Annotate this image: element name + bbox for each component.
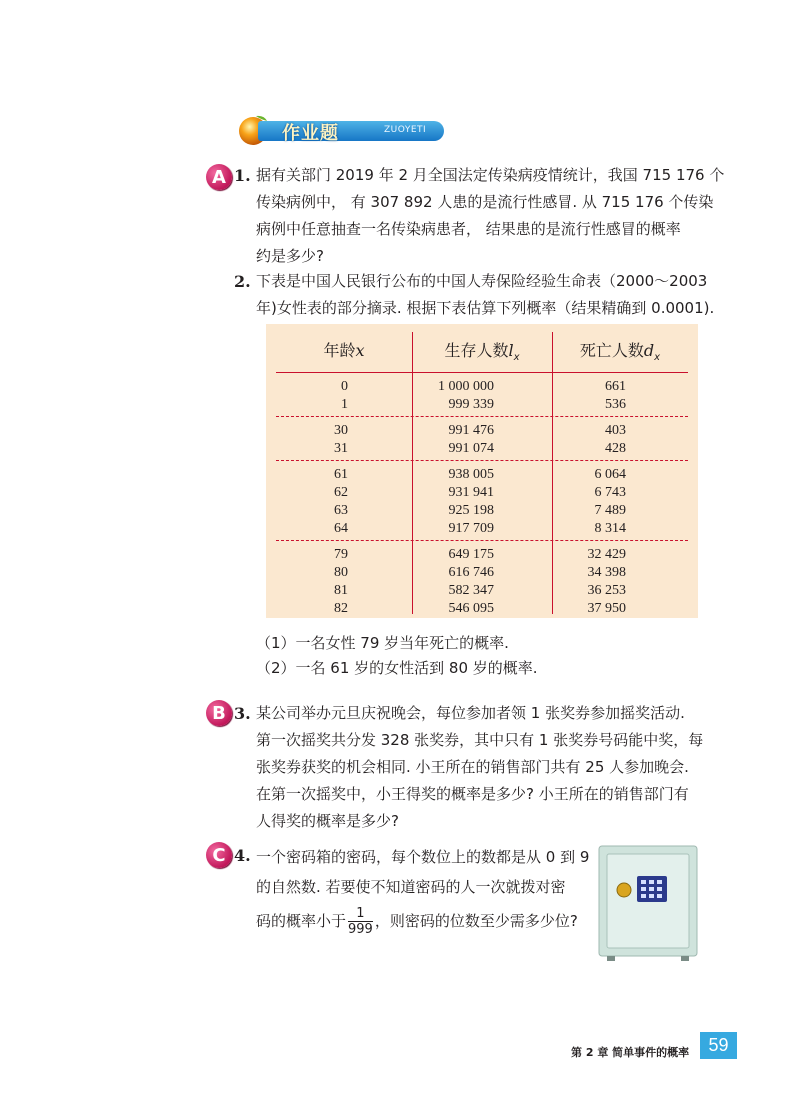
q2-line: 年)女性表的部分摘录. 根据下表估算下列概率（结果精确到 0.0001). — [256, 299, 715, 317]
q1-number: 1. — [234, 166, 251, 185]
cell-dead: 8 314 — [594, 521, 626, 536]
cell-dead: 37 950 — [587, 601, 626, 616]
cell-dead: 6 743 — [594, 485, 626, 500]
column-divider — [412, 332, 413, 614]
group-divider — [276, 416, 688, 417]
cell-age: 79 — [334, 547, 348, 562]
cell-alive: 991 074 — [448, 441, 494, 456]
chapter-footer: 第 2 章 简单事件的概率 — [571, 1046, 690, 1059]
q1-line: 病例中任意抽查一名传染病患者， 结果患的是流行性感冒的概率 — [256, 220, 681, 238]
q4-line: 的自然数. 若要使不知道密码的人一次就拨对密 — [256, 878, 566, 896]
q3-line: 在第一次摇奖中，小王得奖的概率是多少? 小王所在的销售部门有 — [256, 785, 689, 803]
q3-line: 人得奖的概率是多少? — [256, 812, 399, 830]
cell-alive: 991 476 — [448, 423, 494, 438]
page-number: 59 — [700, 1032, 737, 1059]
cell-alive: 582 347 — [448, 583, 494, 598]
safe-illustration — [597, 844, 699, 964]
column-divider — [552, 332, 553, 614]
header-dead: 死亡人数$d_x$ — [579, 341, 661, 364]
life-table — [266, 324, 698, 618]
q1-line: 传染病例中， 有 307 892 人患的是流行性感冒. 从 715 176 个传染 — [256, 193, 714, 211]
banner-title: 作业题 — [282, 123, 339, 144]
cell-age: 63 — [334, 503, 348, 518]
q1-line: 据有关部门 2019 年 2 月全国法定传染病疫情统计，我国 715 176 个 — [256, 166, 725, 184]
level-c-badge: C — [206, 842, 232, 868]
cell-alive: 931 941 — [448, 485, 494, 500]
cell-dead: 6 064 — [594, 467, 626, 482]
q2-subquestion-1: （1）一名女性 79 岁当年死亡的概率. — [256, 634, 509, 652]
cell-alive: 999 339 — [448, 397, 494, 412]
cell-age: 82 — [334, 601, 348, 616]
q4-text — [256, 842, 589, 937]
cell-age: 61 — [334, 467, 348, 482]
q4-line: 码的概率小于 $\frac{1}{999}$ ，则密码的位数至少需多少位? — [256, 906, 578, 937]
cell-alive: 649 175 — [448, 547, 494, 562]
cell-dead: 32 429 — [587, 547, 626, 562]
q3-line: 第一次摇奖共分发 328 张奖券，其中只有 1 张奖券号码能中奖，每 — [256, 731, 704, 749]
cell-alive: 925 198 — [448, 503, 494, 518]
cell-age: 62 — [334, 485, 348, 500]
cell-dead: 428 — [605, 441, 626, 456]
level-a-badge: A — [206, 164, 232, 190]
level-b-badge: B — [206, 700, 232, 726]
cell-dead: 536 — [605, 397, 626, 412]
cell-dead: 403 — [605, 423, 626, 438]
header-divider — [276, 372, 688, 373]
q3-line: 张奖券获奖的机会相同. 小王所在的销售部门共有 25 人参加晚会. — [256, 758, 689, 776]
q4-line: 一个密码箱的密码，每个数位上的数都是从 0 到 9 — [256, 848, 590, 866]
cell-alive: 1 000 000 — [438, 379, 494, 394]
q3-text — [256, 700, 703, 835]
q3-line: 某公司举办元旦庆祝晚会，每位参加者领 1 张奖券参加摇奖活动. — [256, 704, 685, 722]
cell-age: 0 — [341, 379, 348, 394]
q2-text — [256, 268, 714, 322]
cell-age: 81 — [334, 583, 348, 598]
cell-dead: 661 — [605, 379, 626, 394]
fraction: $\frac{1}{999}$ — [348, 906, 373, 937]
q2-number: 2. — [234, 272, 251, 291]
banner-subtitle: ZUOYETI — [384, 125, 427, 135]
cell-age: 80 — [334, 565, 348, 580]
cell-dead: 34 398 — [587, 565, 626, 580]
section-banner — [236, 113, 444, 147]
q4-number: 4. — [234, 846, 251, 865]
cell-alive: 546 095 — [448, 601, 494, 616]
cell-age: 1 — [341, 397, 348, 412]
cell-dead: 36 253 — [587, 583, 626, 598]
cell-alive: 938 005 — [448, 467, 494, 482]
group-divider — [276, 460, 688, 461]
q2-subquestion-2: （2）一名 61 岁的女性活到 80 岁的概率. — [256, 659, 538, 677]
cell-alive: 616 746 — [448, 565, 494, 580]
cell-age: 31 — [334, 441, 348, 456]
q1-text — [256, 162, 724, 270]
cell-age: 30 — [334, 423, 348, 438]
group-divider — [276, 540, 688, 541]
cell-alive: 917 709 — [448, 521, 494, 536]
q2-line: 下表是中国人民银行公布的中国人寿保险经验生命表（2000～2003 — [256, 272, 708, 290]
cell-age: 64 — [334, 521, 348, 536]
cell-dead: 7 489 — [594, 503, 626, 518]
header-alive: 生存人数$l_x$ — [444, 341, 520, 364]
header-age: 年龄x — [323, 341, 365, 360]
q3-number: 3. — [234, 704, 251, 723]
q1-line: 约是多少? — [256, 247, 324, 265]
